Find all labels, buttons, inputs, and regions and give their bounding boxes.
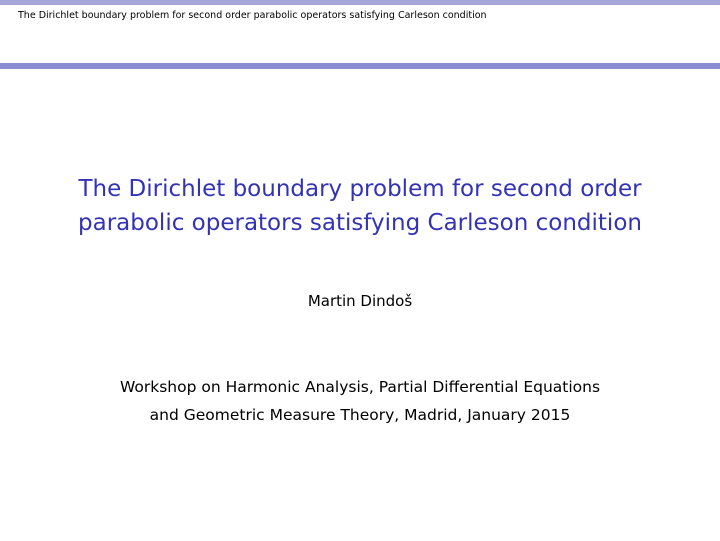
event-info [0, 373, 720, 429]
headline-bar [0, 5, 720, 27]
header-divider [0, 63, 720, 69]
event-line-1: Workshop on Harmonic Analysis, Partial Differential Equations [119, 378, 601, 396]
author-name: Martin Dindoš [307, 292, 413, 310]
slide-title [0, 172, 720, 240]
running-title: The Dirichlet boundary problem for second order parabolic operators satisfying Carleson condition [18, 10, 487, 21]
slide-title-line-1: The Dirichlet boundary problem for second order [78, 176, 642, 202]
event-line-2: and Geometric Measure Theory, Madrid, January 2015 [149, 406, 571, 424]
slide-title-line-2: parabolic operators satisfying Carleson condition [78, 210, 642, 236]
